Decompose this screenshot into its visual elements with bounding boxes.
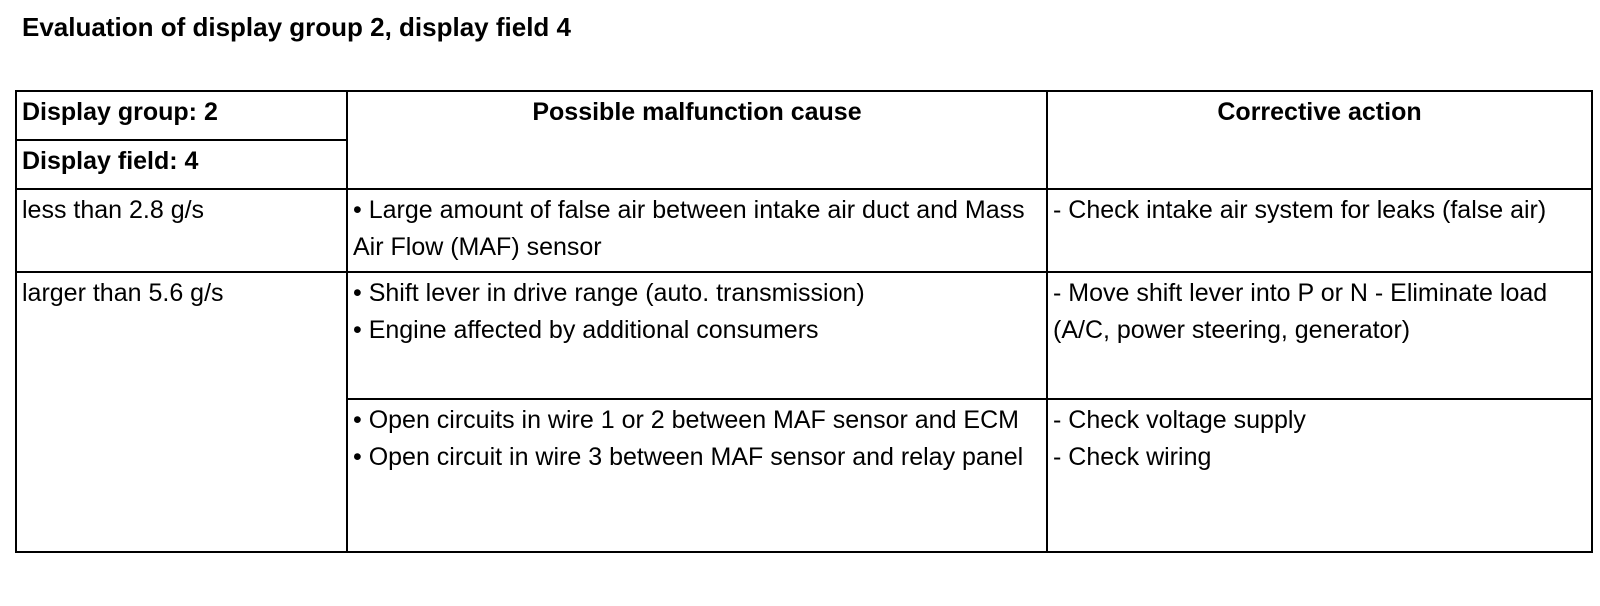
action-item: - Move shift lever into P or N - Eliminate load (A/C, power steering, generator)	[1053, 279, 1548, 344]
action-item: - Check wiring	[1053, 443, 1212, 471]
cause-item: • Large amount of false air between intake air duct and Mass Air Flow (MAF) sensor	[353, 196, 1025, 261]
action-cell	[1047, 399, 1592, 552]
header-row	[16, 91, 1592, 140]
action-cell	[1047, 272, 1592, 399]
action-cell	[1047, 189, 1592, 272]
table-row	[16, 189, 1592, 272]
condition-cell: larger than 5.6 g/s	[16, 272, 347, 552]
action-item: - Check voltage supply	[1053, 406, 1306, 434]
condition-cell: less than 2.8 g/s	[16, 189, 347, 272]
cause-column-header: Possible malfunction cause	[347, 91, 1047, 189]
document-title: Evaluation of display group 2, display field 4	[22, 12, 571, 42]
cause-cell	[347, 272, 1047, 399]
action-item: - Check intake air system for leaks (false air)	[1053, 196, 1547, 224]
display-group-header: Display group: 2	[16, 91, 347, 140]
cause-cell	[347, 399, 1047, 552]
evaluation-table	[15, 90, 1593, 553]
cause-item: • Engine affected by additional consumers	[353, 316, 819, 344]
cause-item: • Open circuits in wire 1 or 2 between MAF sensor and ECM	[353, 406, 1019, 434]
display-field-header: Display field: 4	[16, 140, 347, 189]
cause-cell	[347, 189, 1047, 272]
action-column-header: Corrective action	[1047, 91, 1592, 189]
cause-item: • Shift lever in drive range (auto. transmission)	[353, 279, 865, 307]
cause-item: • Open circuit in wire 3 between MAF sensor and relay panel	[353, 443, 1024, 471]
table-row	[16, 272, 1592, 399]
